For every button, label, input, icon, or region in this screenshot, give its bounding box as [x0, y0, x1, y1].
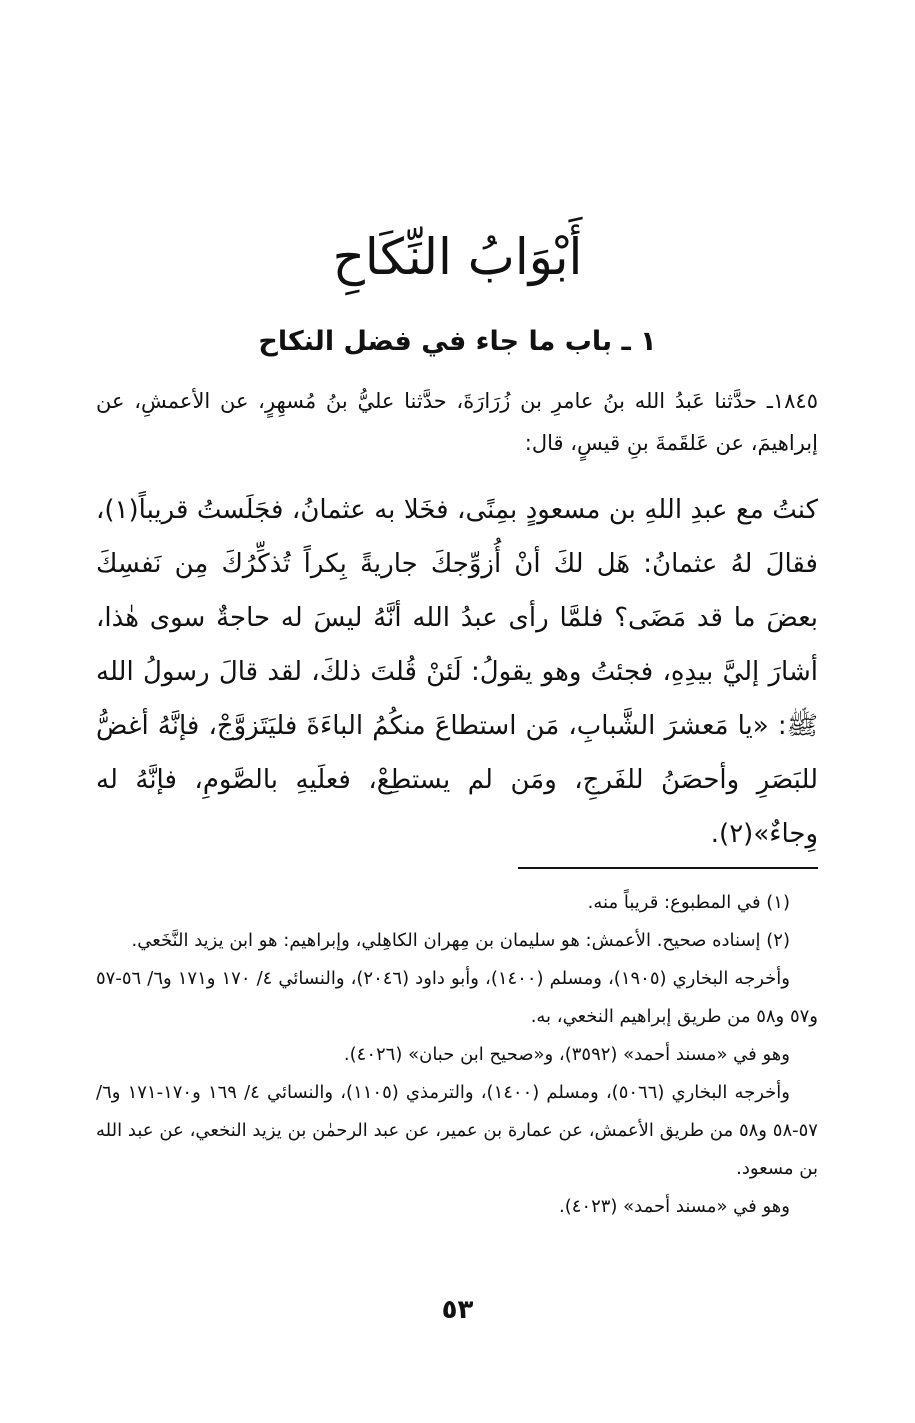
footnote-2-takhrij-1: وأخرجه البخاري (١٩٠٥)، ومسلم (١٤٠٠)، وأبو داود (٢٠٤٦)، والنسائي ٤/ ١٧٠ و١٧١ و٦/ ٥٦-٥٧ و٥٧ و٥٨ من طريق إبراهيم النخعي، به. — [96, 968, 818, 1027]
chapter-heading: ١ ـ باب ما جاء في فضل النكاح — [258, 326, 657, 357]
footnote-separator — [518, 867, 818, 869]
book-section-title: أَبْوَابُ النِّكَاحِ — [332, 228, 583, 286]
footnote-2-musnad-1: وهو في «مسند أحمد» (٣٥٩٢)، و«صحيح ابن حبان» (٤٠٢٦). — [343, 1044, 790, 1065]
footnote-2-takhrij-2: وأخرجه البخاري (٥٠٦٦)، ومسلم (١٤٠٠)، والترمذي (١١٠٥)، والنسائي ٤/ ١٦٩ و١٧٠-١٧١ و٦/ ٥٧-٥٨ و٥٨ من طريق الأعمش، عن عمارة بن عمير، عن عبد الرحمٰن بن يزيد النخعي، عن عبد الله بن مسعود. — [96, 1082, 818, 1179]
hadith-isnad: ١٨٤٥ـ حدَّثنا عَبدُ الله بنُ عامرِ بن زُرَارَةَ، حدَّثنا عليُّ بنُ مُسهِرٍ، عن الأعمشِ، عن إبراهيمَ، عن عَلقَمةَ بنِ قيسٍ، قال: — [96, 389, 818, 455]
page-number: ٥٣ — [441, 1295, 474, 1325]
footnotes — [96, 884, 818, 1226]
hadith-matn: كنتُ مع عبدِ اللهِ بن مسعودٍ بمِنًى، فخَلا به عثمانُ، فجَلَستُ قريباً(١)، فقالَ لهُ عثمانُ: هَل لكَ أنْ أُزوِّجكَ جاريةً بِكراً تُذكِّرُكَ مِن نَفسِكَ بعضَ ما قد مَضَى؟ فلمَّا رأى عبدُ الله أنَّهُ ليسَ له حاجةٌ سوى هٰذا، أشارَ إليَّ بيدِهِ، فجئتُ وهو يقولُ: لَئنْ قُلتَ ذلكَ، لقد قالَ رسولُ الله ﷺ: «يا مَعشرَ الشَّبابِ، مَن استطاعَ منكُمُ الباءَةَ فليَتَزوَّجْ، فإنَّهُ أغضُّ للبَصَرِ وأحصَنُ للفَرجِ، ومَن لم يستطِعْ، فعلَيهِ بالصَّومِ، فإنَّهُ له وِجاءٌ»(٢). — [96, 495, 818, 849]
footnote-2: (٢) إسناده صحيح. الأعمش: هو سليمان بن مِهران الكاهِلي، وإبراهيم: هو ابن يزيد النَّخَعي. — [131, 930, 790, 951]
footnote-1: (١) في المطبوع: قريباً منه. — [587, 892, 790, 913]
footnote-2-musnad-2: وهو في «مسند أحمد» (٤٠٢٣). — [558, 1196, 790, 1217]
